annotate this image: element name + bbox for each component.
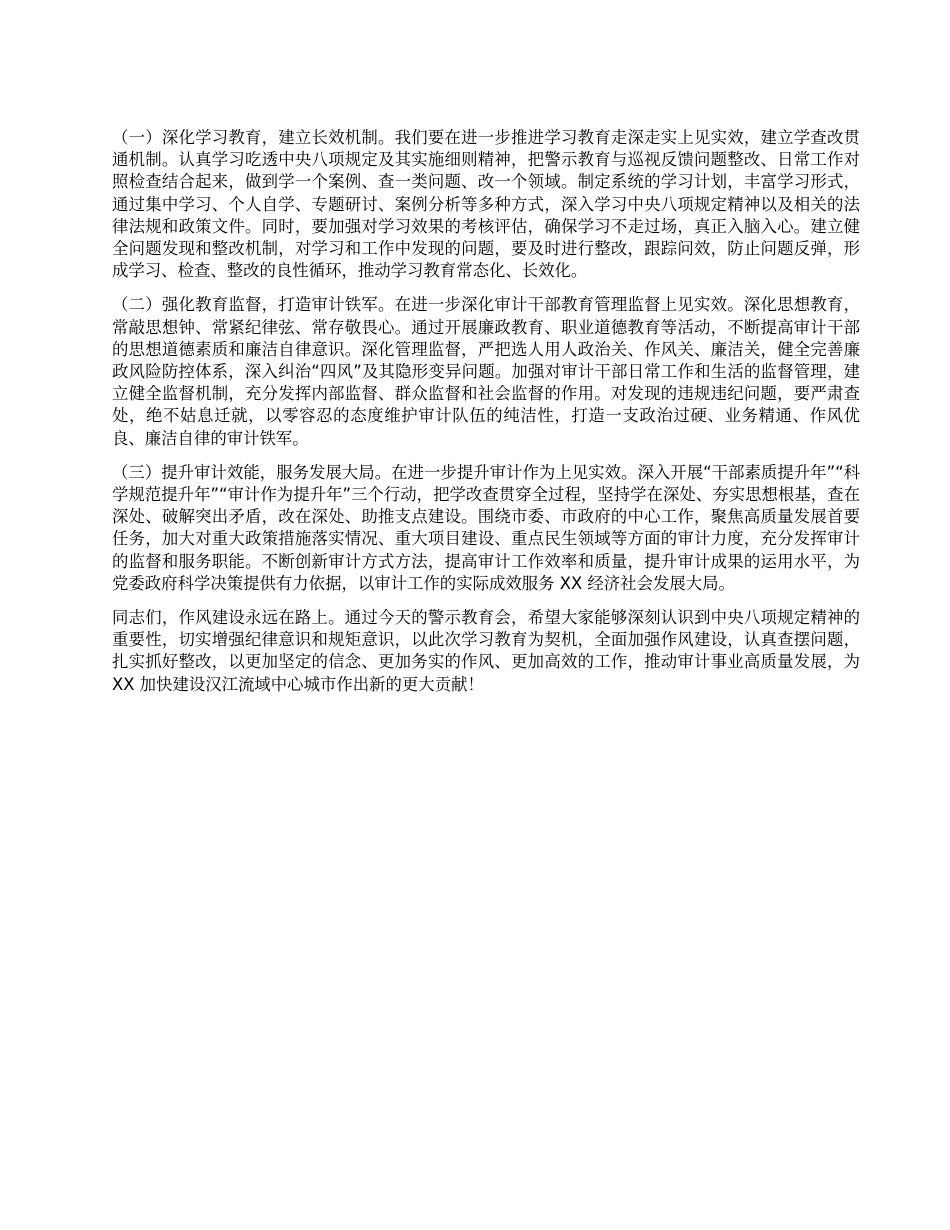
paragraph-improve-audit-efficiency: （三）提升审计效能，服务发展大局。在进一步提升审计作为上见实效。深入开展“干部素质提升年”“科学规范提升年”“审计作为提升年”三个行动，把学改查贯穿全过程，坚持学在深处、夯实思想根基，查在深处、破解突出矛盾，改在深处、助推支点建设。围绕市委、市政府的中心工作，聚焦高质量发展首要任务，加大对重大政策措施落实情况、重大项目建设、重点民生领域等方面的审计力度，充分发挥审计的监督和服务职能。不断创新审计方式方法，提高审计工作效率和质量，提升审计成果的运用水平，为党委政府科学决策提供有力依据，以审计工作的实际成效服务 XX 经济社会发展大局。: [112, 462, 860, 593]
document-body: [112, 127, 860, 708]
paragraph-strengthen-supervision: （二）强化教育监督，打造审计铁军。在进一步深化审计干部教育管理监督上见实效。深化思想教育，常敲思想钟、常紧纪律弦、常存敬畏心。通过开展廉政教育、职业道德教育等活动，不断提高审计干部的思想道德素质和廉洁自律意识。深化管理监督，严把选人用人政治关、作风关、廉洁关，健全完善廉政风险防控体系，深入纠治“四风”及其隐形变异问题。加强对审计干部日常工作和生活的监督管理，建立健全监督机制，充分发挥内部监督、群众监督和社会监督的作用。对发现的违规违纪问题，要严肃查处，绝不姑息迁就，以零容忍的态度维护审计队伍的纯洁性，打造一支政治过硬、业务精通、作风优良、廉洁自律的审计铁军。: [112, 295, 860, 448]
paragraph-deepen-study: （一）深化学习教育，建立长效机制。我们要在进一步推进学习教育走深走实上见实效，建立学查改贯通机制。认真学习吃透中央八项规定及其实施细则精神，把警示教育与巡视反馈问题整改、日常工作对照检查结合起来，做到学一个案例、查一类问题、改一个领域。制定系统的学习计划，丰富学习形式，通过集中学习、个人自学、专题研讨、案例分析等多种方式，深入学习中央八项规定精神以及相关的法律法规和政策文件。同时，要加强对学习效果的考核评估，确保学习不走过场，真正入脑入心。建立健全问题发现和整改机制，对学习和工作中发现的问题，要及时进行整改，跟踪问效，防止问题反弹，形成学习、检查、整改的良性循环，推动学习教育常态化、长效化。: [112, 128, 860, 281]
paragraph-closing-remarks: 同志们，作风建设永远在路上。通过今天的警示教育会，希望大家能够深刻认识到中央八项规定精神的重要性，切实增强纪律意识和规矩意识，以此次学习教育为契机，全面加强作风建设，认真查摆问题，扎实抓好整改，以更加坚定的信念、更加务实的作风、更加高效的工作，推动审计事业高质量发展，为 XX 加快建设汉江流域中心城市作出新的更大贡献！: [112, 608, 860, 694]
